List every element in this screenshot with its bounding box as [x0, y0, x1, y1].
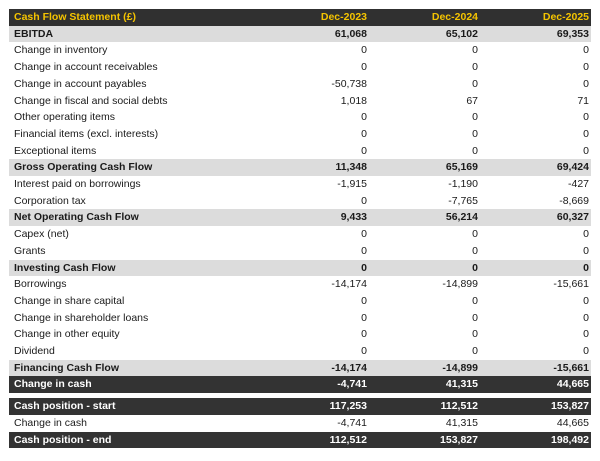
- row-value: 112,512: [369, 398, 480, 415]
- row-value: 0: [361, 127, 367, 140]
- row-label: Net Operating Cash Flow: [9, 209, 258, 226]
- row-value: 153,827: [369, 432, 480, 449]
- row-value: 0: [472, 328, 478, 341]
- row-label: Cash position - end: [9, 432, 258, 449]
- row-value: 44,665: [556, 416, 589, 429]
- row-label: Change in cash: [14, 416, 87, 429]
- row-value: 0: [583, 144, 589, 157]
- row-value: 0: [258, 260, 369, 277]
- row-value: 0: [480, 260, 591, 277]
- row-value: 41,315: [369, 376, 480, 393]
- row-value: -4,741: [337, 416, 367, 429]
- row-value: 67: [466, 94, 478, 107]
- row-value: -427: [567, 178, 589, 191]
- row-label: Investing Cash Flow: [9, 260, 258, 277]
- table-row: [9, 93, 591, 110]
- row-label: Change in fiscal and social debts: [14, 94, 168, 107]
- row-value: 0: [583, 294, 589, 307]
- row-value: 0: [369, 260, 480, 277]
- row-value: 198,492: [480, 432, 591, 449]
- table-row: [9, 432, 591, 449]
- table-row: [9, 76, 591, 93]
- row-value: 1,018: [340, 94, 367, 107]
- table-row: [9, 326, 591, 343]
- row-value: 0: [472, 77, 478, 90]
- row-value: -4,741: [258, 376, 369, 393]
- row-value: 0: [583, 61, 589, 74]
- row-value: -1,915: [337, 178, 367, 191]
- row-value: 0: [472, 311, 478, 324]
- row-value: 0: [472, 228, 478, 241]
- row-label: EBITDA: [9, 26, 258, 43]
- row-label: Change in account receivables: [14, 61, 158, 74]
- row-label: Cash position - start: [9, 398, 258, 415]
- row-value: -14,174: [331, 278, 367, 291]
- row-label: Change in inventory: [14, 44, 108, 57]
- row-label: Dividend: [14, 345, 55, 358]
- row-value: 69,353: [480, 26, 591, 43]
- row-value: 0: [361, 294, 367, 307]
- table-row: [9, 343, 591, 360]
- table-row: [9, 176, 591, 193]
- table-row: [9, 376, 591, 393]
- table-row: [9, 243, 591, 260]
- table-row: [9, 126, 591, 143]
- row-value: -50,738: [331, 77, 367, 90]
- row-value: -14,899: [442, 278, 478, 291]
- row-label: Grants: [14, 244, 46, 257]
- row-value: -15,661: [480, 360, 591, 377]
- row-value: -1,190: [448, 178, 478, 191]
- row-value: 69,424: [480, 159, 591, 176]
- row-value: 153,827: [480, 398, 591, 415]
- row-label: Gross Operating Cash Flow: [9, 159, 258, 176]
- row-value: 0: [472, 345, 478, 358]
- row-label: Exceptional items: [14, 144, 97, 157]
- table-row: [9, 293, 591, 310]
- table-row: [9, 59, 591, 76]
- row-value: 0: [472, 44, 478, 57]
- row-value: 0: [583, 111, 589, 124]
- row-label: Change in shareholder loans: [14, 311, 149, 324]
- row-value: 0: [583, 127, 589, 140]
- table-row: [9, 26, 591, 43]
- row-value: 0: [361, 345, 367, 358]
- table-row: [9, 398, 591, 415]
- row-label: Corporation tax: [14, 194, 86, 207]
- row-label: Change in other equity: [14, 328, 120, 341]
- row-value: 9,433: [258, 209, 369, 226]
- row-value: -14,174: [258, 360, 369, 377]
- row-label: Financing Cash Flow: [9, 360, 258, 377]
- table-row: [9, 310, 591, 327]
- row-value: 71: [577, 94, 589, 107]
- row-value: 0: [472, 144, 478, 157]
- cash-position-body: [9, 393, 591, 448]
- table-row: [9, 109, 591, 126]
- cash-flow-statement: [9, 9, 591, 448]
- row-value: 0: [361, 111, 367, 124]
- row-value: 44,665: [480, 376, 591, 393]
- row-value: 65,102: [369, 26, 480, 43]
- table-row: [9, 276, 591, 293]
- row-label: Change in account payables: [14, 77, 147, 90]
- row-label: Change in cash: [9, 376, 258, 393]
- table-title: Cash Flow Statement (£): [9, 9, 258, 26]
- table-row: [9, 193, 591, 210]
- row-value: 0: [361, 194, 367, 207]
- year-header: Dec-2025: [480, 9, 591, 26]
- year-header: Dec-2024: [369, 9, 480, 26]
- table-row: [9, 415, 591, 432]
- row-value: -8,669: [559, 194, 589, 207]
- row-label: Interest paid on borrowings: [14, 178, 141, 191]
- row-value: 0: [472, 244, 478, 257]
- row-value: 0: [583, 244, 589, 257]
- row-value: 117,253: [258, 398, 369, 415]
- table-row: [9, 209, 591, 226]
- table-row: [9, 159, 591, 176]
- row-value: 0: [583, 345, 589, 358]
- row-value: -15,661: [553, 278, 589, 291]
- row-value: 0: [472, 127, 478, 140]
- row-value: 0: [361, 311, 367, 324]
- row-value: 112,512: [258, 432, 369, 449]
- row-value: 0: [361, 44, 367, 57]
- cash-flow-table: [9, 9, 591, 448]
- row-value: 41,315: [445, 416, 478, 429]
- row-value: 0: [361, 144, 367, 157]
- row-label: Capex (net): [14, 228, 69, 241]
- row-value: 0: [361, 228, 367, 241]
- row-value: 0: [472, 111, 478, 124]
- row-value: -14,899: [369, 360, 480, 377]
- row-value: 61,068: [258, 26, 369, 43]
- table-row: [9, 143, 591, 160]
- cash-flow-body: [9, 26, 591, 393]
- year-header: Dec-2023: [258, 9, 369, 26]
- row-value: -7,765: [448, 194, 478, 207]
- row-value: 0: [472, 294, 478, 307]
- row-value: 11,348: [258, 159, 369, 176]
- row-value: 0: [583, 228, 589, 241]
- row-value: 0: [583, 311, 589, 324]
- row-value: 0: [472, 61, 478, 74]
- row-value: 56,214: [369, 209, 480, 226]
- table-row: [9, 260, 591, 277]
- row-value: 65,169: [369, 159, 480, 176]
- row-value: 0: [361, 328, 367, 341]
- table-header-row: [9, 9, 591, 26]
- row-value: 0: [583, 77, 589, 90]
- table-row: [9, 226, 591, 243]
- row-label: Change in share capital: [14, 294, 125, 307]
- row-label: Financial items (excl. interests): [14, 127, 159, 140]
- row-value: 0: [361, 244, 367, 257]
- row-value: 60,327: [480, 209, 591, 226]
- table-row: [9, 360, 591, 377]
- row-value: 0: [583, 328, 589, 341]
- row-value: 0: [583, 44, 589, 57]
- row-label: Other operating items: [14, 111, 115, 124]
- row-label: Borrowings: [14, 278, 67, 291]
- row-value: 0: [361, 61, 367, 74]
- table-row: [9, 42, 591, 59]
